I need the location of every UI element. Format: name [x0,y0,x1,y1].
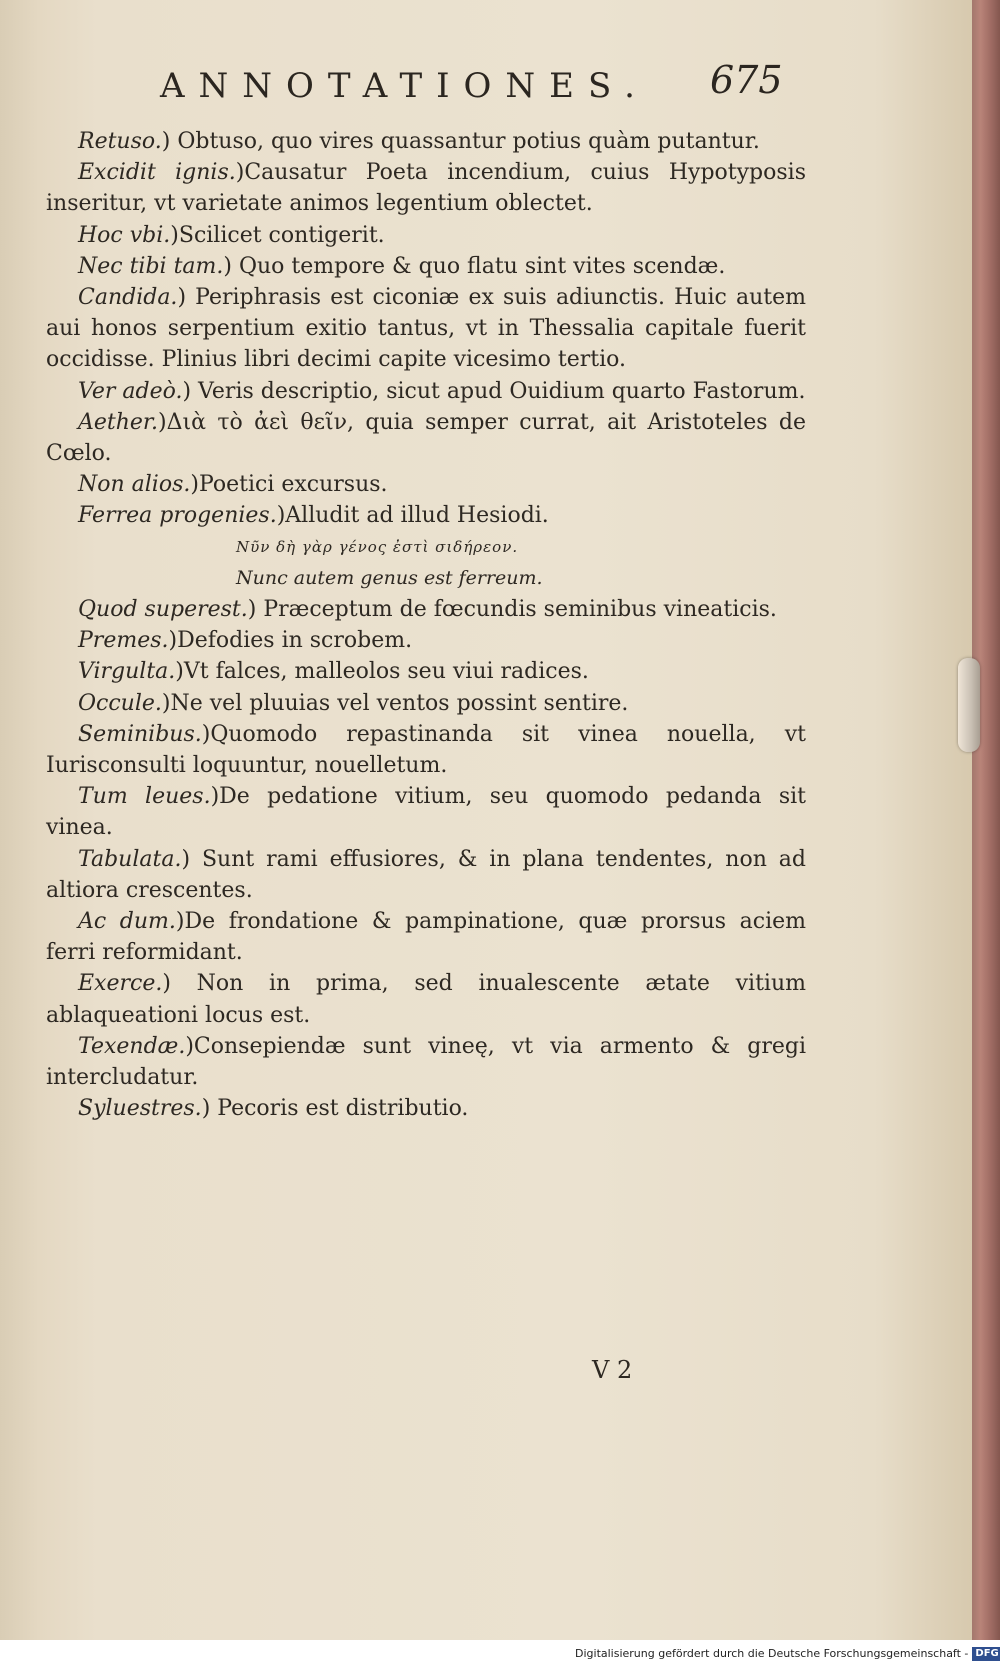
gloss: )Causatur Poeta incendium, cuius Hypotyposis inseritur, vt varietate animos legentium oblectet. [46,160,806,217]
annotation-entry [46,625,806,656]
annotation-entry [46,500,806,531]
lemma: Non alios. [78,472,191,498]
lemma: Retuso. [78,129,162,154]
lemma: Hoc vbi. [78,222,171,248]
latin-verse-translation: Nunc autem genus est ferreum. [236,566,543,589]
lemma: Excidit ignis. [78,160,236,186]
gloss: )De frondatione & pampinatione, quæ prorsus aciem ferri reformidant. [46,909,806,966]
annotation-entry [46,251,806,282]
annotation-entry [46,844,806,906]
annotation-entry [46,407,806,469]
gloss: ) Veris descriptio, sicut apud Ouidium quarto Fastorum. [182,378,806,404]
book-fore-edge [972,0,1000,1640]
gloss: )Consepiendæ sunt vineę, vt via armento & gregi intercludatur. [46,1033,806,1091]
annotation-entry [46,719,806,781]
annotation-entry [46,781,806,843]
digitization-credit [575,1644,1000,1664]
gloss: )Poetici excursus. [190,472,388,498]
lemma: Tum leues. [78,784,211,810]
annotation-text [46,126,806,1125]
annotation-entry [46,906,806,968]
page-number: 675 [710,58,783,102]
gloss: )Ne vel pluuias vel ventos possint sentire. [161,690,629,716]
gloss: ) Non in prima, sed inualescente ætate vitium ablaqueationi locus est. [46,971,806,1028]
gloss: )Quomodo repastinanda sit vinea nouella, vt Iurisconsulti loquuntur, nouelletum. [46,721,806,779]
gloss: ) Periphrasis est ciconiæ ex suis adiunctis. Huic autem aui honos serpentium exitio tantus, vt in Thessalia capitale fuerit occidisse. Plinius libri decimi capite vicesimo tertio. [46,285,806,373]
lemma: Premes. [78,628,169,654]
lemma: Aether. [78,409,159,435]
annotation-entry [46,656,806,687]
annotation-entry [46,126,806,157]
annotation-list-continued [46,594,806,1124]
gloss: ) Sunt rami effusiores, & in plana tendentes, non ad altiora crescentes. [46,846,806,903]
page-clip [958,658,980,752]
annotation-entry [46,157,806,219]
lemma: Ferrea progenies. [78,503,277,529]
annotation-entry [46,220,806,251]
gloss: )Διὰ τὸ ἀεὶ θεῖν, quia semper currat, ait Aristoteles de Cœlo. [46,409,806,467]
annotation-entry [46,968,806,1030]
gloss: ) Pecoris est distributio. [201,1096,469,1122]
lemma: Nec tibi tam. [78,253,224,279]
lemma: Quod superest. [78,597,248,623]
gloss: ) Præceptum de fœcundis seminibus vineaticis. [247,597,777,623]
lemma: Virgulta. [78,659,176,685]
annotation-entry [46,594,806,625]
greek-verse-quote: Νῦν δὴ γὰρ γένος ἐστὶ σιδήρεον. [236,537,519,556]
gloss: )Scilicet contigerit. [170,222,385,248]
annotation-entry [46,282,806,376]
lemma: Candida. [78,285,178,311]
lemma: Texendæ. [78,1033,186,1059]
lemma: Tabulata. [78,846,182,872]
lemma: Ver adeò. [78,378,183,404]
gloss: )Alludit ad illud Hesiodi. [276,503,549,529]
annotation-list [46,126,806,532]
gloss: )De pedatione vitium, seu quomodo pedanda sit vinea. [46,784,806,841]
annotation-entry [46,1031,806,1093]
credit-text: Digitalisierung gefördert durch die Deutsche Forschungsgemeinschaft - [575,1647,969,1660]
gloss: ) Quo tempore & quo flatu sint vites scendæ. [223,253,726,279]
annotation-entry [46,376,806,407]
lemma: Exerce. [78,971,163,997]
lemma: Ac dum. [78,909,176,935]
signature-mark: V 2 [592,1356,633,1384]
lemma: Syluestres. [78,1096,202,1122]
dfg-logo: DFG [972,1647,1000,1661]
lemma: Seminibus. [78,721,202,747]
running-title: ANNOTATIONES. [160,66,649,106]
lemma: Occule. [78,690,162,716]
annotation-entry [46,688,806,719]
gloss: )Vt falces, malleolos seu viui radices. [175,659,589,685]
annotation-entry [46,1093,806,1124]
annotation-entry [46,469,806,500]
gloss: )Defodies in scrobem. [168,628,413,654]
gloss: ) Obtuso, quo vires quassantur potius quàm putantur. [161,129,760,154]
